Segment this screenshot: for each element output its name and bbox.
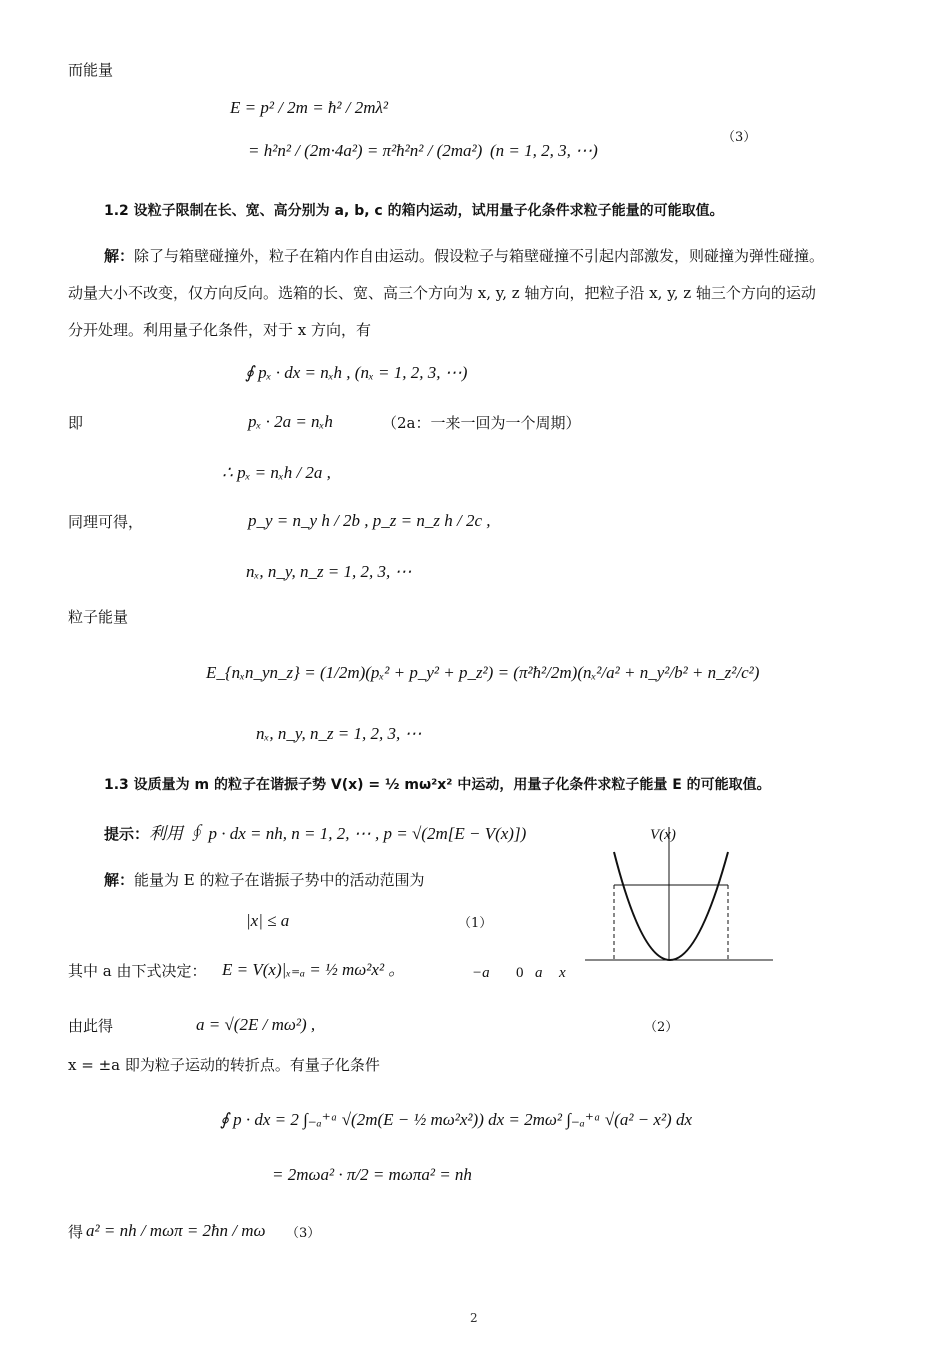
tongli-label: 同理可得， xyxy=(68,513,144,531)
solution-1-3-line xyxy=(104,870,425,890)
equation-quantization-x: ∮ pₓ · dx = nₓh , (nₓ = 1, 2, 3, ⋯) xyxy=(245,363,468,382)
parabola-curve xyxy=(614,852,728,960)
equation-range: |x| ≤ a xyxy=(246,911,290,930)
equation-number-2: （2） xyxy=(644,1020,679,1035)
equation-a-squared: a² = nh / mωπ = 2ħn / mω xyxy=(86,1221,266,1240)
equation-loop-integral: ∮ p · dx = 2 ∫₋ₐ⁺ᵃ √(2m(E − ½ mω²x²)) dx = 2mω² ∫₋ₐ⁺ᵃ √(a² − x²) dx xyxy=(220,1110,692,1129)
hint-label: 提示： xyxy=(104,825,150,843)
hint-line xyxy=(104,823,526,845)
solution-1-3-label: 解： xyxy=(104,871,135,889)
potential-axis-label: V(x) xyxy=(650,827,676,843)
solution-label: 解： xyxy=(104,247,135,265)
solution-1-2-line2: 动量大小不改变，仅方向反向。选箱的长、宽、高三个方向为 x, y, z 轴方向，把粒子沿 x, y, z 轴三个方向的运动 xyxy=(68,284,816,302)
de-label: 得 xyxy=(68,1223,84,1241)
equation-energy-box: E_{nₓn_yn_z} = (1/2m)(pₓ² + p_y² + p_z²) = (π²ħ²/2m)(nₓ²/a² + n_y²/b² + n_z²/c²) xyxy=(206,663,760,682)
equation-energy-line2: = h²n² / (2m·4a²) = π²ħ²n² / (2ma²) xyxy=(248,141,483,160)
potential-well-figure xyxy=(472,815,780,985)
equation-px: ∴ pₓ = nₓh / 2a , xyxy=(222,463,331,482)
energy-label: 粒子能量 xyxy=(68,608,129,626)
problem-1-3-heading: 1.3 设质量为 m 的粒子在谐振子势 V(x) = ½ mω²x² 中运动，用量子化条件求粒子能量 E 的可能取值。 xyxy=(104,777,771,793)
equation-number-3b: （3） xyxy=(286,1226,321,1241)
equation-px-2a: pₓ · 2a = nₓh xyxy=(248,412,333,431)
solution-1-3-text: 能量为 E 的粒子在谐振子势中的活动范围为 xyxy=(134,871,425,889)
equation-loop-result: = 2mωa² · π/2 = mωπa² = nh xyxy=(272,1165,472,1184)
qizhong-text: 其中 a 由下式决定： xyxy=(68,962,207,980)
equation-py-pz: p_y = n_y h / 2b , p_z = n_z h / 2c , xyxy=(248,511,491,530)
turning-point-text: x = ±a 即为粒子运动的转折点。有量子化条件 xyxy=(68,1056,380,1074)
equation-number-1: （1） xyxy=(458,916,493,931)
solution-1-2-text1: 除了与箱壁碰撞外，粒子在箱内作自由运动。假设粒子与箱壁碰撞不引起内部激发，则碰撞为弹性碰撞。 xyxy=(134,247,825,265)
ji-label: 即 xyxy=(68,414,84,432)
x-axis-label: x xyxy=(559,965,566,981)
hint-text: 利用 ∮ p · dx = nh, n = 1, 2, ⋯ , p = √(2m[E − V(x)]) xyxy=(149,824,527,843)
problem-1-2-heading: 1.2 设粒子限制在长、宽、高分别为 a, b, c 的箱内运动，试用量子化条件求粒子能量的可能取值。 xyxy=(104,203,724,219)
equation-energy-line1: E = p² / 2m = ħ² / 2mλ² xyxy=(230,98,388,117)
cici-label: 由此得 xyxy=(68,1017,114,1035)
equation-n-range1: nₓ, n_y, n_z = 1, 2, 3, ⋯ xyxy=(246,562,412,581)
equation-a-definition: E = V(x)|ₓ₌ₐ = ½ mω²x² 。 xyxy=(222,960,406,979)
equation-n-range2: nₓ, n_y, n_z = 1, 2, 3, ⋯ xyxy=(256,724,422,743)
page-number: 2 xyxy=(470,1311,478,1325)
intro-energy-text: 而能量 xyxy=(68,61,114,79)
tick-a: a xyxy=(535,965,543,981)
equation-energy-range: (n = 1, 2, 3, ⋯) xyxy=(490,141,598,160)
tick-zero: 0 xyxy=(516,965,524,981)
solution-1-2-line3: 分开处理。利用量子化条件，对于 x 方向，有 xyxy=(68,321,371,339)
equation-a: a = √(2E / mω²) , xyxy=(196,1015,316,1034)
equation-px-2a-note: （2a：一来一回为一个周期） xyxy=(382,414,581,432)
equation-number-3a: （3） xyxy=(722,130,757,145)
tick-neg-a: −a xyxy=(472,965,490,981)
solution-1-2-line1 xyxy=(104,246,824,266)
